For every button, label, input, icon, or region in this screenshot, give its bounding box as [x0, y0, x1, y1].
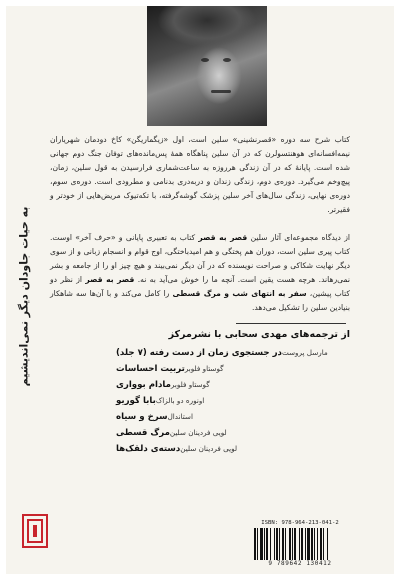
- barcode-bar: [323, 528, 324, 560]
- barcode-bar: [276, 528, 278, 560]
- barcode-bar: [299, 528, 300, 560]
- barcode-number: 9 789642 130412: [268, 560, 332, 567]
- barcode-bar: [285, 528, 286, 560]
- barcode-bar: [294, 528, 296, 560]
- book-title: مرگ قسطی: [116, 428, 170, 438]
- barcode-bar: [301, 528, 303, 560]
- vertical-quote-text: به حیات جاودان دیگر نمی‌اندیشیم: [17, 206, 31, 386]
- p2-body-2: از نظر دو کتاب پیشین،: [50, 275, 350, 298]
- translations-heading: از ترجمه‌های مهدی سحابی با نشرمرکز: [168, 329, 350, 340]
- list-item: [116, 364, 350, 380]
- book-title: سرخ و سیاه: [116, 412, 168, 422]
- author-photo: [147, 6, 267, 126]
- section-divider: [236, 323, 346, 324]
- list-item: [116, 428, 350, 444]
- barcode-bar: [264, 528, 265, 560]
- book-author: مارسل پروست: [281, 348, 328, 357]
- barcode-bar: [260, 528, 263, 560]
- barcode-bar: [257, 528, 258, 560]
- barcode-bar: [292, 528, 293, 560]
- barcode-bar: [282, 528, 284, 560]
- nashr-e-markaz-logo-icon: [22, 514, 48, 548]
- barcode: [250, 520, 350, 568]
- isbn-text: ISBN: 978-964-213-041-2: [261, 520, 339, 526]
- p2-book-title: قصر به قصر: [198, 233, 248, 242]
- list-item: [116, 380, 350, 396]
- p2-book-title-2: قصر به قصر: [85, 275, 135, 284]
- translations-list: [116, 348, 350, 460]
- book-title: دسته‌ی دلقک‌ها: [116, 444, 181, 454]
- book-author: گوستاو فلوبر: [184, 364, 224, 373]
- barcode-bar: [317, 528, 318, 560]
- book-author: اونوره دو بالزاک: [155, 396, 205, 405]
- list-item: [116, 348, 350, 364]
- book-author: استاندال: [167, 412, 193, 421]
- list-item: [116, 412, 350, 428]
- barcode-bar: [279, 528, 280, 560]
- description-paragraph-2: [50, 231, 350, 315]
- book-title: بابا گوریو: [116, 396, 156, 406]
- barcode-bar: [254, 528, 256, 560]
- book-author: لویی فردینان سلین: [169, 428, 227, 437]
- book-back-cover: [6, 6, 394, 574]
- barcode-bars: [254, 528, 346, 560]
- book-title: مادام بوواری: [116, 380, 171, 390]
- vertical-quote: [14, 126, 34, 466]
- p2-end: را کامل می‌کند و با آن‌ها سه شاهکار بنیادین سلین را تشکیل می‌دهد.: [50, 289, 350, 312]
- barcode-bar: [314, 528, 315, 560]
- barcode-bar: [307, 528, 310, 560]
- barcode-bar: [327, 528, 328, 560]
- barcode-bar: [270, 528, 271, 560]
- book-author: لویی فردینان سلین: [180, 444, 238, 453]
- p2-body: کتاب به تعبیری پایانی و «حرف آخر» اوست. کتاب پیری سلین است، دوران هم پختگی و هم امیدباختگی، اوج قوام و انسجام زبانی و از سوی دیگر نهایت شکاکی و صراحت نویسنده که در آن دیگر نمی‌بیند و هیچ چیز او را از جامعه و بشر نمی‌رهاند. هرچه هست یقین است. آنچه ما را خوش می‌آید به نه.: [50, 233, 350, 284]
- barcode-bar: [320, 528, 322, 560]
- list-item: [116, 396, 350, 412]
- description-paragraph-1: کتاب شرح سه دوره «قصرنشینی» سلین است، اول «زیگماریگن» کاخ دودمان شهریاران نیمه‌افسانه‌ای هوهنتسولرن که در آن سلین پناهگاه همهٔ پس‌مانده‌های توفان جنگ دوم جهانی شده است. پایانهٔ که در آن زندگی هرروزه به ساعت‌شماری فرارسیدن به قول سلین، زمان، پیچ‌وخم می‌گیرد. دوره‌ی دوم، زندگی زندان و دربه‌دری بدنامی و مطرودی است. دوره‌ی سوم، دوره‌ی نهایی، زندگی سال‌های آخر سلین پزشک گوشه‌گرفته، با تکه‌تیوک مریض‌هایی از خودتر و فقیرتر.: [50, 135, 350, 214]
- barcode-bar: [311, 528, 313, 560]
- p2-bold-books: سفر به انتهای شب و مرگ قسطی: [172, 289, 307, 298]
- list-item: [116, 444, 350, 460]
- barcode-bar: [305, 528, 306, 560]
- book-title: در جستجوی زمان از دست رفته (۷ جلد): [116, 348, 282, 358]
- book-title: تربیت احساسات: [116, 364, 185, 374]
- p2-intro: از دیدگاه مجموعه‌ای آثار سلین: [250, 233, 350, 242]
- barcode-bar: [289, 528, 291, 560]
- barcode-bar: [274, 528, 275, 560]
- barcode-bar: [266, 528, 268, 560]
- book-author: گوستاو فلوبر: [170, 380, 210, 389]
